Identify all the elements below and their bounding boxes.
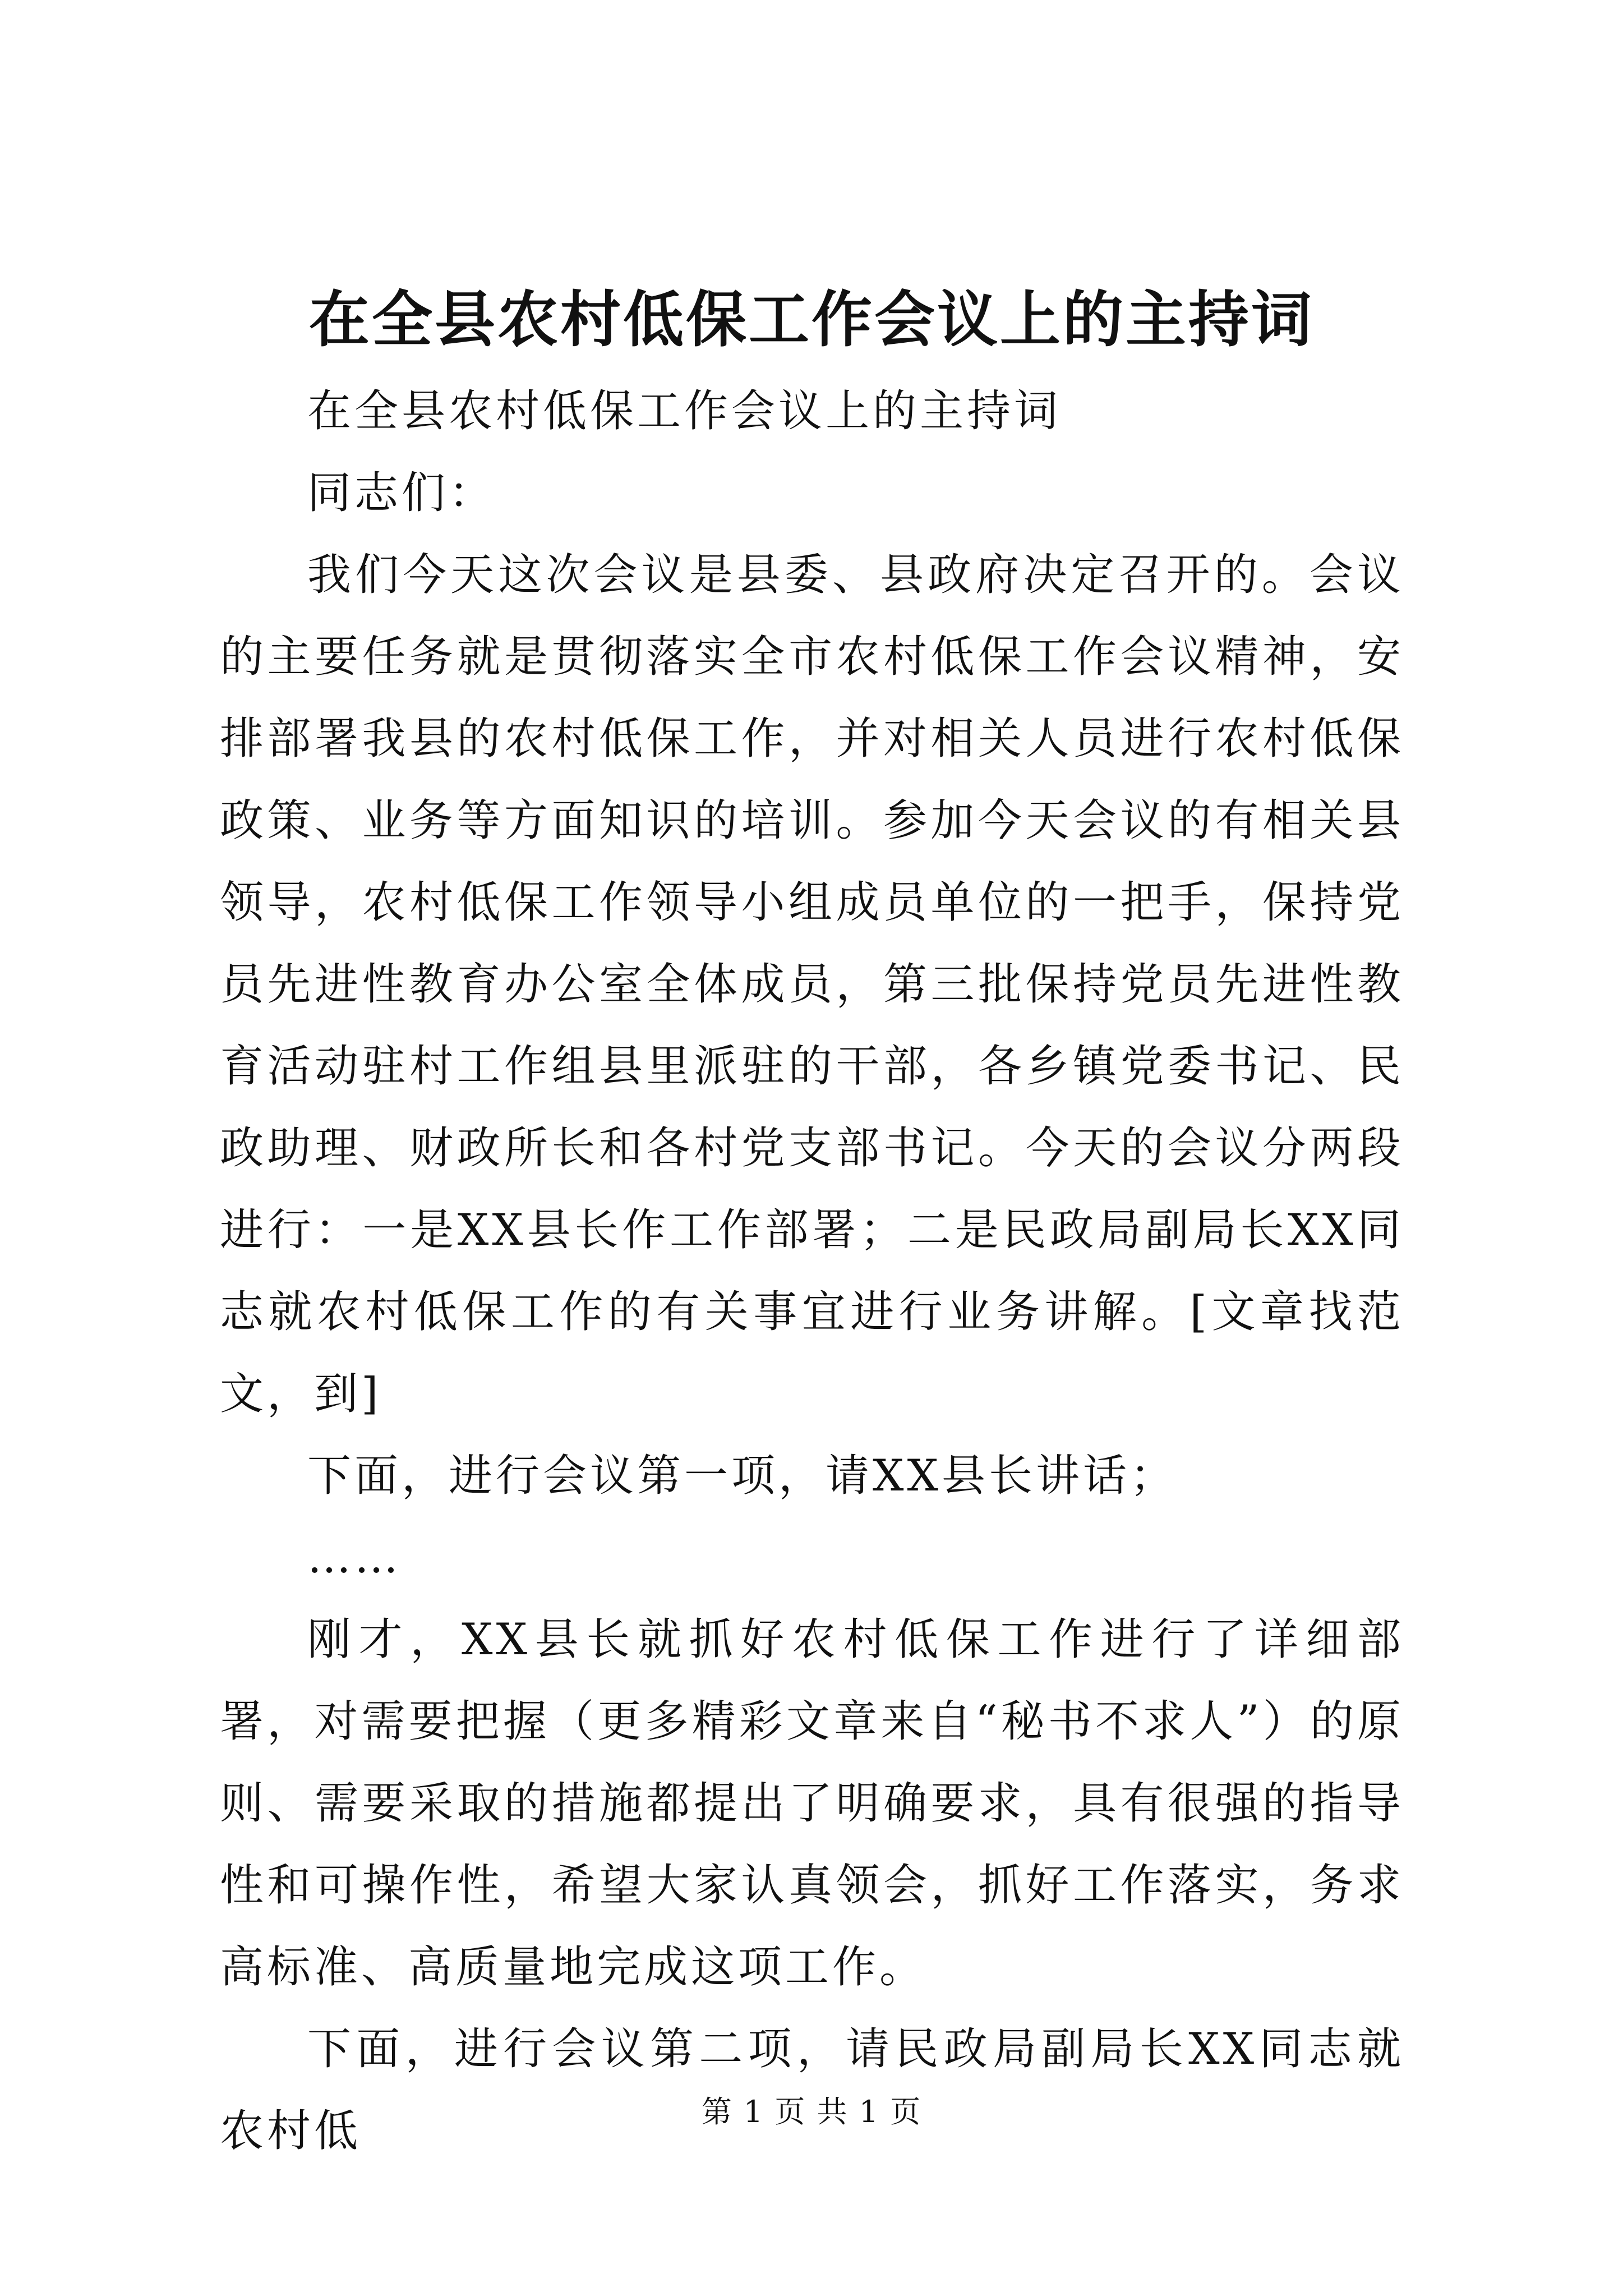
body-paragraph-ellipsis: …… bbox=[307, 1533, 402, 1583]
body-paragraph-subtitle: 在全县农村低保工作会议上的主持词 bbox=[307, 386, 1062, 436]
body-paragraph: 下面，进行会议第二项，请民政局副局长XX同志就农村低 bbox=[220, 2024, 1404, 2156]
document-body bbox=[220, 370, 1404, 2172]
document-title: 在全县农村低保工作会议上的主持词 bbox=[308, 284, 1314, 355]
body-paragraph: 下面，进行会议第一项，请XX县长讲话； bbox=[307, 1451, 1178, 1501]
page-number-footer: 第 1 页 共 1 页 bbox=[701, 2094, 922, 2129]
body-paragraph: 我们今天这次会议是县委、县政府决定召开的。会议的主要任务就是贯彻落实全市农村低保工作会议精神，安排部署我县的农村低保工作，并对相关人员进行农村低保政策、业务等方面知识的培训。参加今天会议的有相关县领导，农村低保工作领导小组成员单位的一把手，保持党员先进性教育办公室全体成员，第三批保持党员先进性教育活动驻村工作组县里派驻的干部，各乡镇党委书记、民政助理、财政所长和各村党支部书记。今天的会议分两段进行：一是XX县长作工作部署；二是民政局副局长XX同志就农村低保工作的有关事宜进行业务讲解。[文章找范文，到] bbox=[220, 550, 1404, 1419]
body-paragraph-salutation: 同志们： bbox=[307, 468, 496, 518]
body-paragraph: 刚才，XX县长就抓好农村低保工作进行了详细部署，对需要把握（更多精彩文章来自“秘书不求人”）的原则、需要采取的措施都提出了明确要求，具有很强的指导性和可操作性，希望大家认真领会，抓好工作落实，务求高标准、高质量地完成这项工作。 bbox=[220, 1614, 1404, 1993]
